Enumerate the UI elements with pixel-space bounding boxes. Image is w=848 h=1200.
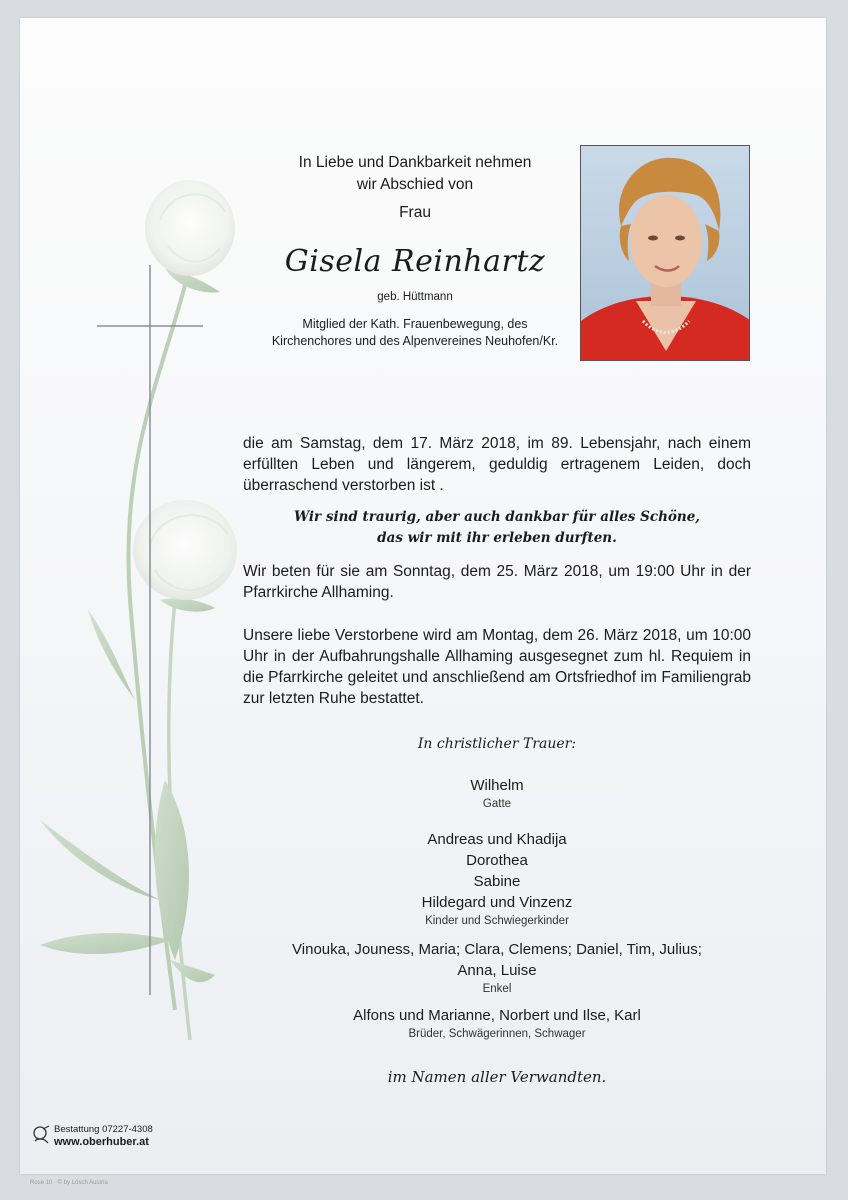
membership-text [220, 316, 610, 350]
intro-line-2: wir Abschied von [356, 176, 474, 193]
siblings-relation: Brüder, Schwägerinnen, Schwager [408, 1028, 586, 1040]
birth-name: geb. Hüttmann [377, 291, 453, 303]
mourners-heading: In christlicher Trauer: [417, 736, 577, 752]
grandchildren-relation: Enkel [482, 983, 512, 995]
salutation: Frau [399, 204, 431, 221]
spouse-relation: Gatte [482, 798, 512, 810]
company-label: Bestattung [54, 1124, 100, 1135]
closing-line: im Namen aller Verwandten. [387, 1068, 607, 1086]
child-name: Dorothea [466, 852, 528, 869]
family-group-grandchildren [243, 939, 751, 997]
family-group-children [243, 829, 751, 929]
company-phone: 07227-4308 [102, 1124, 153, 1135]
company-website[interactable]: www.oberhuber.at [54, 1136, 149, 1148]
portrait-photo [580, 145, 750, 361]
child-name: Andreas und Khadija [427, 831, 567, 848]
quote [243, 507, 751, 549]
family-group-siblings [243, 1005, 751, 1042]
deceased-name: Gisela Reinhartz [284, 244, 546, 279]
quote-line-2: das wir mit ihr erleben durften. [377, 530, 617, 546]
child-name: Sabine [473, 873, 521, 890]
family-group-spouse [243, 775, 751, 812]
image-credit: Rose 10 · © by Lösch Austria [30, 1180, 108, 1186]
membership-line-1: Mitglied der Kath. Frauenbewegung, des [302, 317, 528, 331]
children-relation: Kinder und Schwiegerkinder [425, 915, 569, 927]
grandchildren-names: Anna, Luise [457, 962, 537, 979]
grandchildren-names: Vinouka, Jouness, Maria; Clara, Clemens; Daniel, Tim, Julius; [292, 941, 702, 958]
child-name: Hildegard und Vinzenz [421, 894, 573, 911]
quote-line-1: Wir sind traurig, aber auch dankbar für alles Schöne, [293, 509, 700, 525]
prayer-paragraph: Wir beten für sie am Sonntag, dem 25. März 2018, um 19:00 Uhr in der Pfarrkirche Allhaming. [243, 563, 751, 601]
intro-text [220, 152, 610, 224]
membership-line-2: Kirchenchores und des Alpenvereines Neuhofen/Kr. [271, 334, 559, 348]
siblings-names: Alfons und Marianne, Norbert und Ilse, Karl [353, 1007, 641, 1024]
spouse-name: Wilhelm [470, 777, 524, 794]
funeral-home-logo-icon [32, 1124, 52, 1146]
death-paragraph: die am Samstag, dem 17. März 2018, im 89. Lebensjahr, nach einem erfüllten Leben und längerem, geduldig ertragenem Leiden, doch überraschend verstorben ist . [243, 435, 751, 494]
intro-line-1: In Liebe und Dankbarkeit nehmen [298, 154, 532, 171]
funeral-paragraph: Unsere liebe Verstorbene wird am Montag, dem 26. März 2018, um 10:00 Uhr in der Aufbahrungshalle Allhaming ausgesegnet zum hl. Requiem in die Pfarrkirche geleitet und anschließend am Ortsfriedhof im Familiengrab zur letzten Ruhe bestattet. [243, 627, 751, 707]
